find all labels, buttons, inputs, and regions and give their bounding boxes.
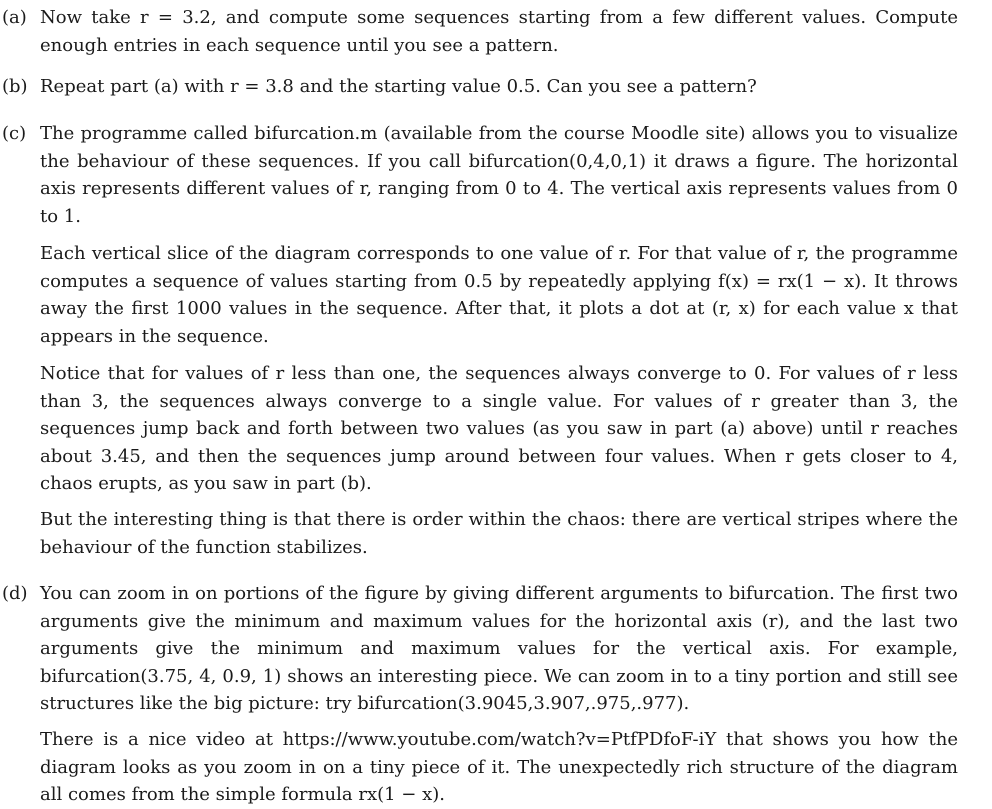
item-label: (d) (2, 583, 28, 604)
paragraph: Now take r = 3.2, and compute some sequences starting from a few different values. Compute enough entries in each sequence until you see a pattern. (40, 7, 958, 56)
paragraph: Repeat part (a) with r = 3.8 and the starting value 0.5. Can you see a pattern? (40, 76, 757, 97)
item-label: (a) (2, 7, 27, 28)
paragraph: There is a nice video at https://www.youtube.com/watch?v=PtfPDfoF-iY that shows you how the diagram looks as you zoom in on a tiny piece of it. The unexpectedly rich structure of the diagram all comes from the simple formula rx(1 − x). (40, 729, 958, 805)
paragraph: Notice that for values of r less than one, the sequences always converge to 0. For values of r less than 3, the sequences always converge to a single value. For values of r greater than 3, the sequences jump back and forth between two values (as you saw in part (a) above) until r reaches about 3.45, and then the sequences jump around between four values. When r gets closer to 4, chaos erupts, as you saw in part (b). (40, 363, 958, 494)
paragraph: But the interesting thing is that there is order within the chaos: there are vertical stripes where the behaviour of the function stabilizes. (40, 509, 958, 558)
paragraph: You can zoom in on portions of the figure by giving different arguments to bifurcation. The first two arguments give the minimum and maximum values for the horizontal axis (r), and the last two arguments give the minimum and maximum values for the vertical axis. For example, bifurcation(3.75, 4, 0.9, 1) shows an interesting piece. We can zoom in to a tiny portion and still see structures like the big picture: try bifurcation(3.9045,3.907,.975,.977). (40, 583, 958, 714)
paragraph: Each vertical slice of the diagram corresponds to one value of r. For that value of r, the programme computes a sequence of values starting from 0.5 by repeatedly applying f(x) = rx(1 − x). It throws away the first 1000 values in the sequence. After that, it plots a dot at (r, x) for each value x that appears in the sequence. (40, 243, 958, 347)
item-label: (b) (2, 76, 28, 97)
item-label: (c) (2, 123, 27, 144)
paragraph: The programme called bifurcation.m (available from the course Moodle site) allows you to visualize the behaviour of these sequences. If you call bifurcation(0,4,0,1) it draws a figure. The horizontal axis represents different values of r, ranging from 0 to 4. The vertical axis represents values from 0 to 1. (40, 123, 958, 227)
